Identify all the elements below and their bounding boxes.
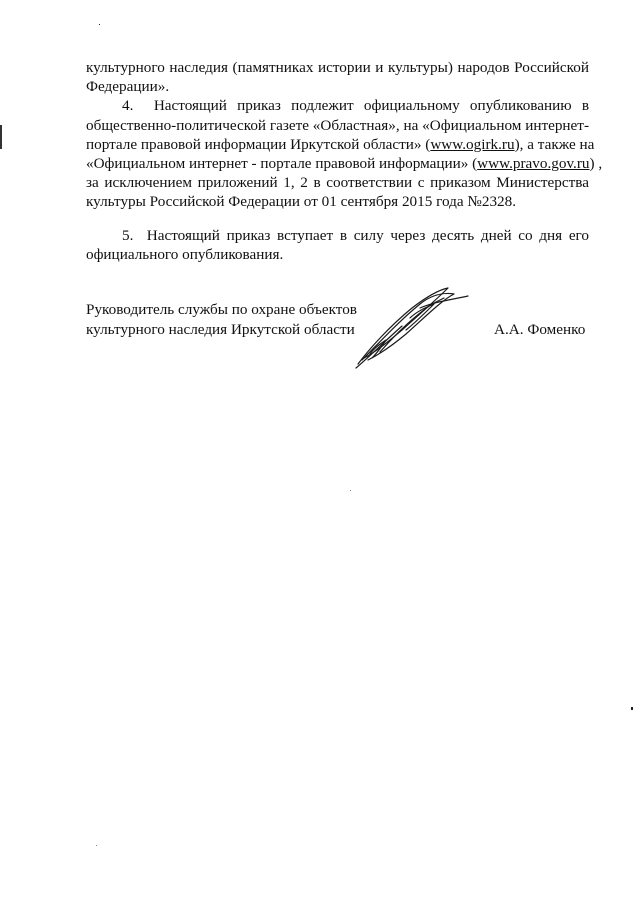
scan-speck [350, 490, 351, 491]
paragraph-4-line-2: общественно-политической газете «Областная», на «Официальном интернет- [86, 117, 589, 134]
paragraph-continued-line-2: Федерации». [86, 78, 170, 95]
paragraph-5-text-1: Настоящий приказ вступает в силу через десять дней со дня его [146, 227, 590, 244]
paragraph-5-line-1 [122, 226, 589, 246]
scan-speck [96, 845, 97, 846]
link-pravo[interactable]: www.pravo.gov.ru [477, 155, 590, 172]
paragraph-4-number: 4. [122, 97, 134, 114]
paragraph-4-line-3 [86, 135, 595, 155]
scan-speck [631, 707, 633, 710]
paragraph-4-line-5: за исключением приложений 1, 2 в соответствии с приказом Министерства [86, 174, 589, 191]
link-ogirk[interactable]: www.ogirk.ru [430, 136, 515, 153]
signer-name: А.А. Фоменко [494, 321, 586, 338]
paragraph-4-text-3b: ), а также на [514, 136, 595, 153]
paragraph-4-line-4 [86, 154, 603, 174]
paragraph-5-number: 5. [122, 227, 134, 244]
paragraph-4-text-4a: «Официальном интернет - портале правовой информации» ( [86, 155, 478, 172]
paragraph-4-line-1 [122, 96, 589, 116]
scan-edge-mark [0, 125, 2, 149]
paragraph-4-text-4b: ) , [589, 155, 603, 172]
paragraph-4-line-6: культуры Российской Федерации от 01 сентября 2015 года №2328. [86, 193, 517, 210]
paragraph-continued-line-1: культурного наследия (памятниках истории и культуры) народов Российской [86, 59, 589, 76]
handwritten-signature [350, 278, 470, 373]
paragraph-4-text-1: Настоящий приказ подлежит официальному опубликованию в [153, 97, 589, 114]
signer-position-line-1: Руководитель службы по охране объектов [86, 301, 357, 318]
signer-position-line-2: культурного наследия Иркутской области [86, 321, 355, 338]
paragraph-5-line-2: официального опубликования. [86, 246, 284, 263]
scan-speck [99, 24, 100, 25]
paragraph-4-text-3a: портале правовой информации Иркутской области» ( [86, 136, 431, 153]
